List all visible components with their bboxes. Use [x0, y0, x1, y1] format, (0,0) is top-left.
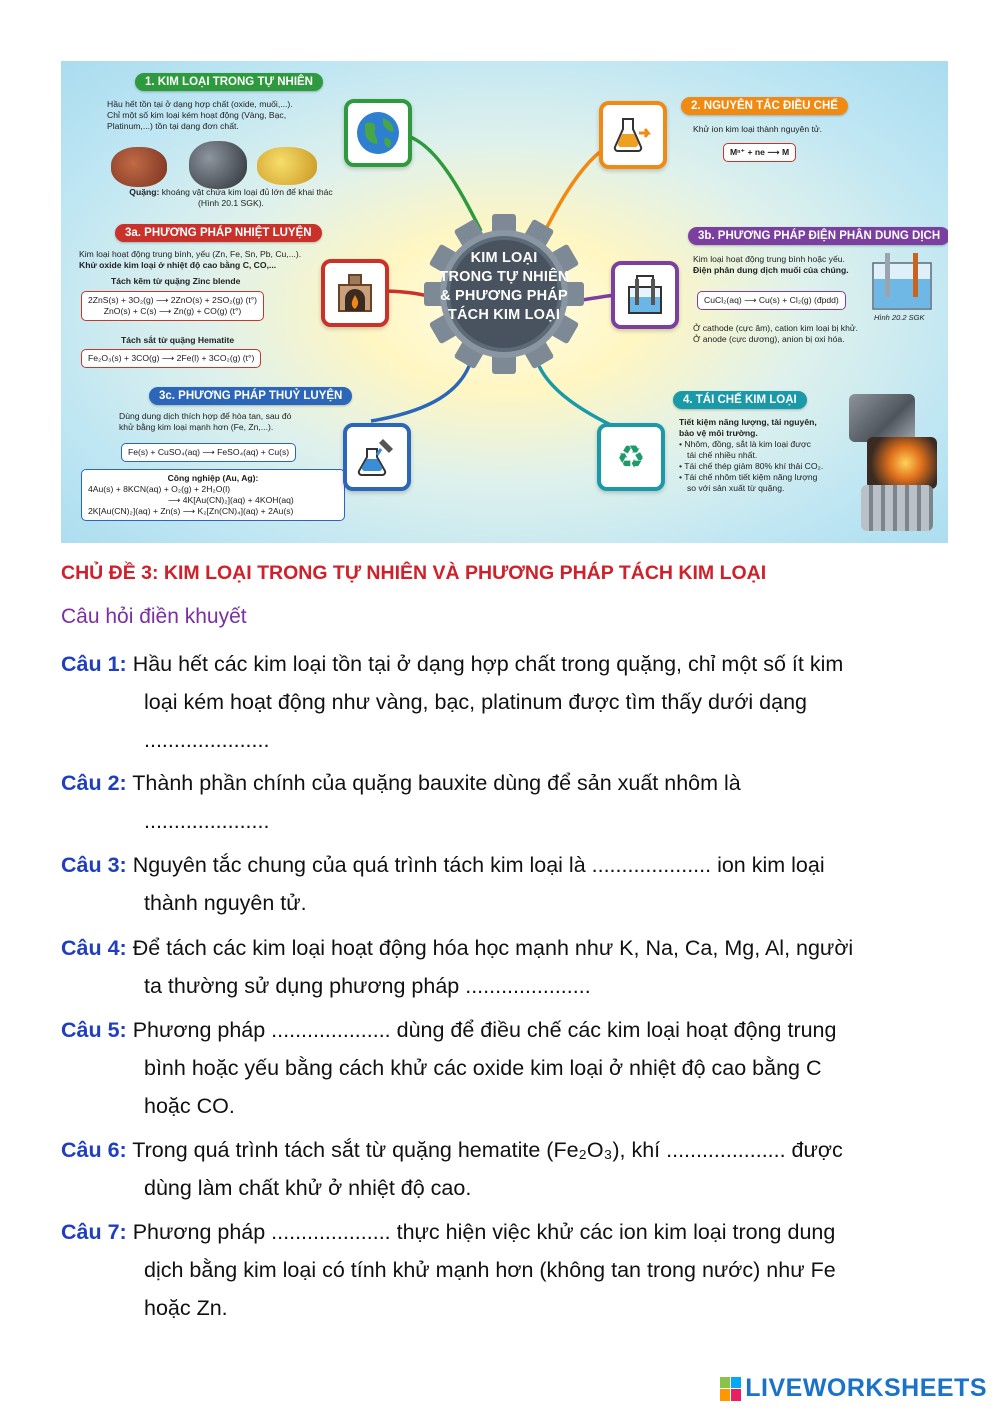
electrolysis-figure [869, 249, 935, 311]
question-label: Câu 5: [61, 1018, 127, 1042]
dropper-flask-icon [343, 423, 411, 491]
section-3b-title: 3b. PHƯƠNG PHÁP ĐIỆN PHÂN DUNG DỊCH [688, 227, 948, 245]
section-3c-title: 3c. PHƯƠNG PHÁP THUỶ LUYỆN [149, 387, 352, 405]
scrap-metal-photo [849, 394, 915, 442]
section-1-title: 1. KIM LOẠI TRONG TỰ NHIÊN [135, 73, 323, 91]
logo-mark-icon [720, 1377, 741, 1401]
metal-pipes-photo [861, 485, 933, 531]
section-3b-equation: CuCl₂(aq) ⟶ Cu(s) + Cl₂(g) (đpdd) [697, 291, 846, 310]
section-1-text: Hầu hết tồn tại ở dạng hợp chất (oxide, muối,...). Chỉ một số kim loại kém hoạt động (Vàng, Bạc, Platinum,...) tồn tại dạng đơn chất. [107, 99, 293, 131]
topic-title: CHỦ ĐỀ 3: KIM LOẠI TRONG TỰ NHIÊN VÀ PHƯƠNG PHÁP TÁCH KIM LOẠI [61, 562, 767, 584]
ore-definition: Quặng: khoáng vật chứa kim loại đủ lớn để khai thác (Hình 20.1 SGK). [129, 187, 333, 208]
zinc-label: Tách kẽm từ quặng Zinc blende [111, 276, 241, 286]
question-label: Câu 7: [61, 1220, 127, 1244]
question-label: Câu 2: [61, 771, 127, 795]
answer-blank[interactable]: ..................... [144, 809, 270, 833]
question-1: Câu 1: Hầu hết các kim loại tồn tại ở dạng hợp chất trong quặng, chỉ một số ít kim loại kém hoạt động như vàng, bạc, platinum được tìm thấy dưới dạng ..................... [61, 645, 939, 759]
electrode-notes: Ở cathode (cực âm), cation kim loại bị khử. Ở anode (cực dương), anion bị oxi hóa. [693, 323, 859, 344]
mindmap-infographic [61, 61, 948, 543]
question-label: Câu 6: [61, 1138, 127, 1162]
ore-sample-2 [189, 141, 247, 189]
section-3c-text: Dùng dung dịch thích hợp để hòa tan, sau đó khử bằng kim loại mạnh hơn (Fe, Zn,...). [119, 411, 292, 432]
figure-caption: Hình 20.2 SGK [874, 313, 925, 322]
electrolysis-icon [611, 261, 679, 329]
iron-label: Tách sắt từ quặng Hematite [121, 335, 235, 345]
molten-metal-photo [867, 437, 937, 489]
section-4-text: Tiết kiệm năng lượng, tài nguyên, bảo vệ môi trường. • Nhôm, đồng, sắt là kim loại được tái chế nhiều nhất. • Tái chế thép giảm 80% khí thải CO₂. • Tái chế nhôm tiết kiệm năng lượng so với sản xuất từ quặng. [679, 417, 824, 493]
question-3: Câu 3: Nguyên tắc chung của quá trình tách kim loại là .................... ion kim loại thành nguyên tử. [61, 853, 825, 915]
question-6: Câu 6: Trong quá trình tách sắt từ quặng hematite (Fe₂O₃), khí .................... được dùng làm chất khử ở nhiệt độ cao. [61, 1138, 843, 1200]
answer-blank[interactable]: ..................... [144, 728, 270, 752]
question-2: Câu 2: Thành phần chính của quặng bauxite dùng để sản xuất nhôm là ..................... [61, 764, 939, 840]
zinc-equations: 2ZnS(s) + 3O₂(g) ⟶ 2ZnO(s) + 2SO₂(g) (t°) ZnO(s) + C(s) ⟶ Zn(g) + CO(g) (t°) [81, 291, 264, 321]
section-2-text: Khử ion kim loại thành nguyên tử. [693, 124, 823, 134]
flask-arrow-icon [599, 101, 667, 169]
iron-equation: Fe₂O₃(s) + 3CO(g) ⟶ 2Fe(l) + 3CO₂(g) (t°) [81, 349, 261, 368]
globe-icon [344, 99, 412, 167]
section-3a-text: Kim loại hoạt động trung bình, yếu (Zn, Fe, Sn, Pb, Cu,...). Khử oxide kim loại ở nhiệt độ cao bằng C, CO,... [79, 249, 302, 270]
section-2-title: 2. NGUYÊN TẮC ĐIỀU CHẾ [681, 97, 848, 115]
question-5: Câu 5: Phương pháp .................... dùng để điều chế các kim loại hoạt động trung bình hoặc yếu bằng cách khử các oxide kim loại ở nhiệt độ cao bằng C hoặc CO. [61, 1018, 837, 1118]
section-3b-text: Kim loại hoạt động trung bình hoặc yếu. Điện phân dung dịch muối của chúng. [693, 254, 849, 275]
section-4-title: 4. TÁI CHẾ KIM LOẠI [673, 391, 807, 409]
section-2-equation: Mⁿ⁺ + ne ⟶ M [723, 143, 796, 162]
ore-sample-1 [111, 147, 167, 187]
section-subtitle: Câu hỏi điền khuyết [61, 605, 247, 628]
recycle-icon: ♻ [597, 423, 665, 491]
question-4: Câu 4: Để tách các kim loại hoạt động hóa học mạnh như K, Na, Ca, Mg, Al, người ta thường sử dụng phương pháp ..................... [61, 936, 854, 998]
question-label: Câu 1: [61, 652, 127, 676]
section-3c-equation-1: Fe(s) + CuSO₄(aq) ⟶ FeSO₄(aq) + Cu(s) [121, 443, 296, 462]
brand-name: LIVEWORKSHEETS [745, 1374, 987, 1402]
section-3a-title: 3a. PHƯƠNG PHÁP NHIỆT LUYỆN [115, 224, 322, 242]
gold-nugget [257, 147, 317, 185]
question-label: Câu 4: [61, 936, 127, 960]
section-3c-industrial: Công nghiệp (Au, Ag): 4Au(s) + 8KCN(aq) + O₂(g) + 2H₂O(l) ⟶ 4K[Au(CN)₂](aq) + 4KOH(aq) 2K[Au(CN)₂](aq) + Zn(s) ⟶ K₂[Zn(CN)₄](aq) + 2Au(s) [81, 469, 345, 521]
liveworksheets-logo[interactable] [720, 1374, 987, 1403]
central-title: KIM LOẠI TRONG TỰ NHIÊN & PHƯƠNG PHÁP TÁCH KIM LOẠI [439, 250, 569, 323]
question-label: Câu 3: [61, 853, 127, 877]
furnace-icon [321, 259, 389, 327]
question-7: Câu 7: Phương pháp .................... thực hiện việc khử các ion kim loại trong dung dịch bằng kim loại có tính khử mạnh hơn (không tan trong nước) như Fe hoặc Zn. [61, 1220, 836, 1320]
